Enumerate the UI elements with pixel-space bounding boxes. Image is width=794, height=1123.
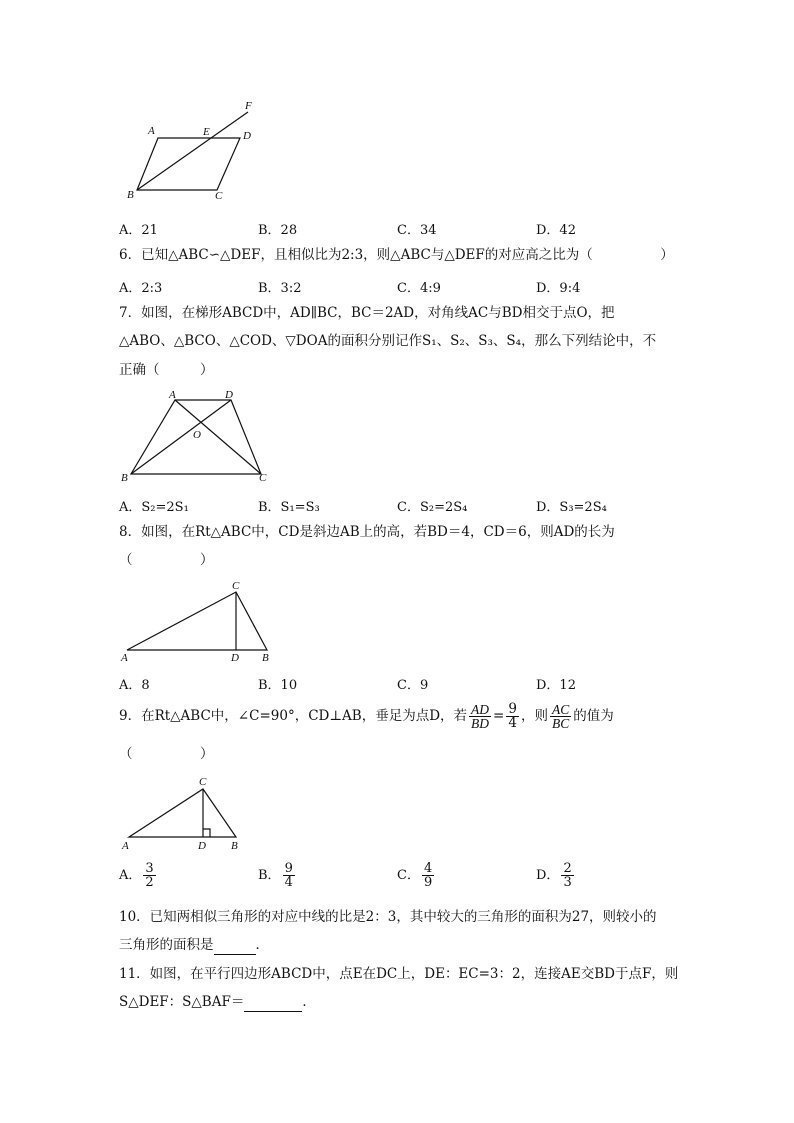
- label-d: D: [225, 389, 233, 401]
- q5-option-c[interactable]: C．34: [397, 223, 437, 238]
- q9-text-c: 的值为: [573, 708, 614, 724]
- q9-fraction-ac-bc: [550, 703, 571, 730]
- fraction-numerator: 3: [145, 861, 154, 876]
- q8-line-1: 8．如图，在Rt△ABC中，CD是斜边AB上的高，若BD＝4，CD＝6，则AD的长为: [119, 524, 615, 540]
- option-letter: C．: [397, 868, 420, 883]
- option-letter: A．: [119, 868, 142, 883]
- q9-right-triangle-figure: [115, 773, 250, 855]
- fraction-numerator: AD: [471, 702, 490, 717]
- q5-parallelogram-figure: [115, 98, 275, 202]
- q9-text-b: ，则: [520, 708, 548, 724]
- q10-line-2: [119, 936, 269, 955]
- label-a: A: [148, 125, 155, 137]
- label-d: D: [198, 840, 206, 852]
- q11-text-a: S△DEF：S△BAF＝: [119, 994, 245, 1010]
- label-b: B: [127, 189, 134, 201]
- label-a: A: [122, 840, 129, 852]
- q5-option-d[interactable]: D．42: [536, 223, 576, 238]
- triangle-abc: [127, 592, 267, 650]
- option-fraction: [143, 862, 155, 889]
- q5-option-a[interactable]: A．21: [119, 223, 158, 238]
- label-c: C: [199, 776, 207, 788]
- q10-text-a: 三角形的面积是: [119, 937, 214, 953]
- label-d: D: [231, 652, 239, 664]
- q8-option-c[interactable]: C．9: [397, 678, 429, 693]
- q7-trapezoid-figure: [115, 388, 275, 486]
- q7-option-d[interactable]: D．S₃=2S₄: [536, 500, 607, 515]
- fraction-numerator: 9: [284, 861, 293, 876]
- fraction-numerator: 2: [563, 861, 572, 876]
- q9-equals: =: [493, 708, 505, 724]
- option-fraction: [283, 862, 295, 889]
- q9-option-d[interactable]: [536, 862, 576, 889]
- q8-option-d[interactable]: D．12: [536, 678, 576, 693]
- diagonal-ac: [175, 400, 261, 474]
- fraction-denominator: BD: [471, 716, 490, 731]
- q6-option-c[interactable]: C．4:9: [397, 281, 441, 296]
- parallelogram-abcd: [137, 138, 240, 190]
- option-fraction: [561, 862, 573, 889]
- q11-text-b: ．: [302, 994, 316, 1010]
- q9-fraction-ad-bd: [469, 703, 491, 730]
- q6-question: 6．已知△ABC∽△DEF，且相似比为2:3，则△ABC与△DEF的对应高之比为（ ）: [119, 247, 674, 263]
- q7-line-3: 正确（ ）: [119, 362, 214, 378]
- label-b: B: [121, 472, 128, 484]
- q9-line-2: （ ）: [119, 746, 214, 762]
- q7-line-2: △ABO、△BCO、△COD、▽DOA的面积分别记作S₁、S₂、S₃、S₄，那么下列结论中，不: [119, 333, 657, 349]
- q10-answer-blank[interactable]: [214, 936, 256, 955]
- q8-line-2: （ ）: [119, 552, 214, 568]
- q7-option-a[interactable]: A．S₂=2S₁: [119, 500, 189, 515]
- q9-option-c[interactable]: [397, 862, 436, 889]
- q9-line-1: [119, 703, 614, 730]
- fraction-denominator: 9: [423, 875, 433, 890]
- q9-option-b[interactable]: [258, 862, 297, 889]
- fraction-denominator: BC: [551, 716, 570, 731]
- q6-option-a[interactable]: A．2:3: [119, 281, 163, 296]
- q9-fraction-9-4: [506, 703, 519, 730]
- q8-option-b[interactable]: B．10: [258, 678, 298, 693]
- q6-option-d[interactable]: D．9:4: [536, 281, 581, 296]
- fraction-denominator: 3: [563, 875, 572, 890]
- q11-line-2: [119, 993, 316, 1012]
- label-b: B: [262, 652, 269, 664]
- label-c: C: [215, 190, 223, 202]
- fraction-denominator: 4: [508, 715, 517, 731]
- label-b: B: [231, 840, 238, 852]
- triangle-abc: [129, 789, 236, 837]
- fraction-numerator: 4: [423, 861, 433, 876]
- q11-answer-blank[interactable]: [244, 993, 302, 1012]
- q5-option-b[interactable]: B．28: [258, 223, 298, 238]
- label-c: C: [232, 580, 240, 592]
- q9-option-a[interactable]: [119, 862, 158, 889]
- option-fraction: [422, 862, 434, 889]
- label-a: A: [121, 652, 128, 664]
- q7-line-1: 7．如图，在梯形ABCD中，AD∥BC，BC＝2AD，对角线AC与BD相交于点O，把: [119, 305, 615, 321]
- fraction-numerator: AC: [551, 702, 570, 717]
- fraction-numerator: 9: [508, 701, 517, 717]
- diagonal-bd: [131, 400, 231, 474]
- q9-text-a: 9．在Rt△ABC中，∠C=90°，CD⊥AB，垂足为点D，若: [119, 708, 468, 724]
- label-d: D: [243, 130, 251, 142]
- fraction-denominator: 2: [145, 875, 154, 890]
- q10-line-1: 10．已知两相似三角形的对应中线的比是2：3，其中较大的三角形的面积为27，则较小的: [119, 909, 657, 925]
- option-letter: B．: [258, 868, 281, 883]
- q8-right-triangle-figure: [115, 577, 280, 665]
- q6-option-b[interactable]: B．3:2: [258, 281, 302, 296]
- label-c: C: [259, 472, 267, 484]
- q11-line-1: 11．如图，在平行四边形ABCD中，点E在DC上，DE：EC=3：2，连接AE交BD于点F，则: [119, 966, 679, 982]
- label-f: F: [245, 100, 252, 112]
- label-o: O: [193, 429, 201, 441]
- label-e: E: [203, 126, 210, 138]
- q7-option-b[interactable]: B．S₁=S₃: [258, 500, 320, 515]
- q7-option-c[interactable]: C．S₂=2S₄: [397, 500, 468, 515]
- label-a: A: [169, 389, 176, 401]
- q8-option-a[interactable]: A．8: [119, 678, 150, 693]
- right-angle-mark: [203, 829, 210, 837]
- option-letter: D．: [536, 868, 560, 883]
- segment-bf: [137, 112, 248, 190]
- q10-text-b: ．: [255, 937, 269, 953]
- fraction-denominator: 4: [284, 875, 293, 890]
